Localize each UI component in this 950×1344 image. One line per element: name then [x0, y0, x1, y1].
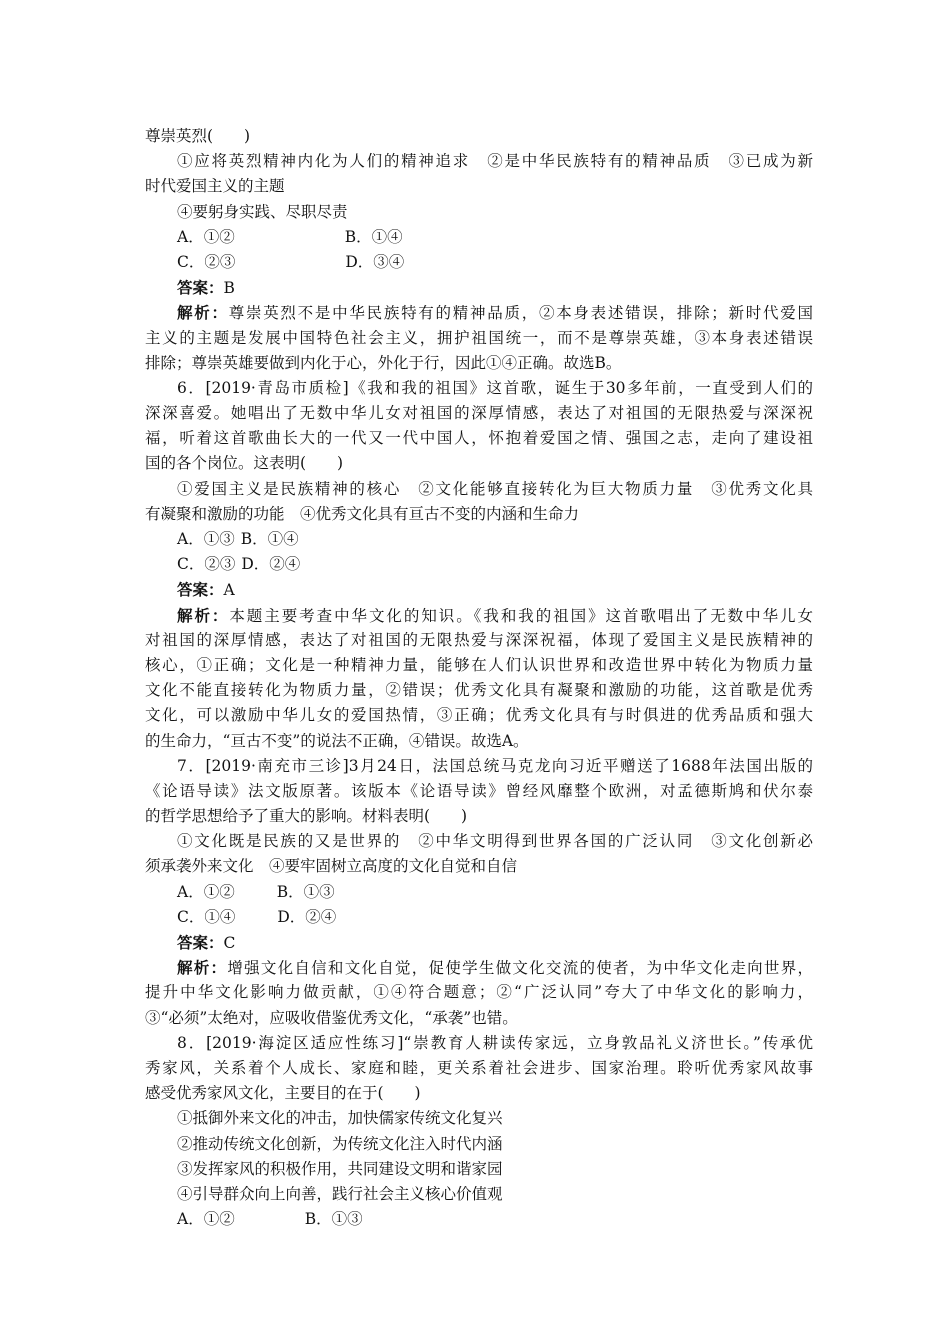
line-text: ③发挥家风的积极作用，共同建设文明和谐家园: [177, 1159, 503, 1178]
text-line: [145, 980, 813, 1005]
text-line: [145, 1056, 813, 1081]
text-line: [145, 200, 813, 225]
line-text: 提升中华文化影响力做贡献，①④符合题意；②“广泛认同”夸大了中华文化的影响力，: [145, 983, 813, 1002]
text-line: [145, 451, 813, 476]
line-text: 尊崇英烈( ): [145, 127, 251, 145]
label-tag: 答案：: [177, 278, 224, 298]
answer-line: [145, 275, 813, 300]
answer-option: B．①③: [276, 882, 335, 901]
text-line: [145, 174, 813, 199]
text-line: [145, 854, 813, 879]
text-line: [145, 1081, 813, 1106]
text-line: [145, 477, 813, 502]
text-line: [145, 779, 813, 804]
line-text: 核心，①正确；文化是一种精神力量，能够在人们认识世界和改造世界中转化为物质力量: [145, 655, 813, 674]
answer-line: [145, 930, 813, 955]
text-line: [145, 678, 813, 703]
line-text: 对祖国的深厚情感，表达了对祖国的无限热爱与深深祝福，体现了爱国主义是民族精神的: [145, 630, 813, 649]
line-text: 文化不能直接转化为物质力量，②错误；优秀文化具有凝聚和激励的功能，这首歌是优秀: [145, 681, 813, 700]
line-text: 7．[2019·南充市三诊]3月24日，法国总统马克龙向习近平赠送了1688年法国出版的: [177, 756, 813, 775]
text-line: [145, 1031, 813, 1056]
line-text: ②推动传统文化创新，为传统文化注入时代内涵: [177, 1134, 503, 1153]
line-text: 的生命力，“亘古不变”的说法不正确，④错误。故选A。: [145, 731, 529, 750]
text-line: [145, 1006, 813, 1031]
line-text: ①应将英烈精神内化为人们的精神追求 ②是中华民族特有的精神品质 ③已成为新: [177, 152, 813, 171]
analysis-line: [145, 955, 813, 980]
line-text: 国的各个岗位。这表明( ): [145, 454, 344, 473]
answer-option: D．②④: [241, 555, 301, 574]
line-text: ③“必须”太绝对，应吸收借鉴优秀文化，“承袭”也错。: [145, 1008, 518, 1027]
line-text: 秀家风，关系着个人成长、家庭和睦，更关系着社会进步、国家治理。聆听优秀家风故事: [145, 1058, 813, 1077]
answer-options-line: [145, 527, 813, 552]
line-text: 8．[2019·海淀区适应性练习]“崇教育人耕读传家远，立身敦品礼义济世长。”传承优: [177, 1033, 813, 1052]
answer-options-line: [145, 1207, 813, 1232]
line-text: 尊崇英烈不是中华民族特有的精神品质，②本身表述错误，排除；新时代爱国: [228, 304, 813, 323]
line-text: 6．[2019·青岛市质检]《我和我的祖国》这首歌，诞生于30多年前，一直受到人们的: [177, 378, 813, 397]
line-text: 《论语导读》法文版原著。该版本《论语导读》曾经风靡整个欧洲，对孟德斯鸠和伏尔泰: [145, 781, 813, 800]
line-text: 排除；尊崇英雄要做到内化于心，外化于行，因此①④正确。故选B。: [145, 353, 622, 372]
text-line: [145, 1182, 813, 1207]
text-line: [145, 426, 813, 451]
answer-option: A．①③: [177, 530, 235, 548]
line-text: C: [223, 934, 236, 952]
answer-option: A．①②: [177, 882, 235, 901]
line-text: ①文化既是民族的又是世界的 ②中华文明得到世界各国的广泛认同 ③文化创新必: [177, 832, 813, 851]
answer-options-line: [145, 552, 813, 577]
text-line: [145, 401, 813, 426]
answer-option: A．①②: [177, 227, 235, 246]
answer-option: C．②③: [177, 555, 236, 574]
line-text: 感受优秀家风文化，主要目的在于( ): [145, 1084, 421, 1103]
line-text: 文化，可以激励中华儿女的爱国热情，③正确；优秀文化具有与时俱进的优秀品质和强大: [145, 706, 813, 725]
answer-option: D．③④: [345, 252, 405, 271]
text-line: [145, 1132, 813, 1157]
label-tag: 解析：: [177, 958, 228, 978]
text-line: [145, 124, 813, 149]
text-line: [145, 653, 813, 678]
label-tag: 答案：: [177, 933, 224, 952]
answer-options-line: [145, 225, 813, 250]
line-text: 福，听着这首歌曲长大的一代又一代中国人，怀抱着爱国之情、强国之志，走向了建设祖: [145, 429, 813, 448]
line-text: 主义的主题是发展中国特色社会主义，拥护祖国统一，而不是尊崇英雄，③本身表述错误: [145, 328, 813, 347]
line-text: A: [223, 581, 235, 600]
answer-options-line: [145, 880, 813, 905]
text-line: [145, 376, 813, 401]
text-line: [145, 149, 813, 174]
analysis-line: [145, 300, 813, 325]
line-text: 增强文化自信和文化自觉，促使学生做文化交流的使者，为中华文化走向世界，: [227, 959, 813, 978]
line-text: 本题主要考查中华文化的知识。《我和我的祖国》这首歌唱出了无数中华儿女: [229, 606, 813, 625]
line-text: 有凝聚和激励的功能 ④优秀文化具有亘古不变的内涵和生命力: [145, 504, 580, 523]
analysis-line: [145, 603, 813, 628]
answer-options-line: [145, 905, 813, 930]
text-line: [145, 326, 813, 351]
text-line: [145, 729, 813, 754]
text-line: [145, 628, 813, 653]
line-text: 深深喜爱。她唱出了无数中华儿女对祖国的深厚情感，表达了对祖国的无限热爱与深深祝: [145, 404, 813, 423]
text-line: [145, 754, 813, 779]
text-line: [145, 1106, 813, 1131]
line-text: ④要躬身实践、尽职尽责: [177, 202, 348, 221]
answer-option: C．①④: [177, 907, 236, 926]
line-text: 的哲学思想给予了重大的影响。材料表明( ): [145, 807, 468, 826]
text-line: [145, 829, 813, 854]
text-line: [145, 804, 813, 829]
document-body: [145, 124, 813, 1232]
label-tag: 解析：: [177, 303, 229, 323]
answer-line: [145, 577, 813, 602]
text-line: [145, 1157, 813, 1182]
line-text: B: [223, 279, 235, 298]
line-text: 时代爱国主义的主题: [145, 177, 285, 196]
answer-option: D．②④: [277, 907, 337, 926]
answer-option: A．①②: [177, 1210, 235, 1229]
answer-option: C．②③: [177, 252, 236, 271]
line-text: ①抵御外来文化的冲击，加快儒家传统文化复兴: [177, 1109, 503, 1128]
text-line: [145, 703, 813, 728]
label-tag: 解析：: [177, 605, 230, 625]
answer-options-line: [145, 250, 813, 275]
line-text: 须承袭外来文化 ④要牢固树立高度的文化自觉和自信: [145, 857, 518, 876]
line-text: ④引导群众向上向善，践行社会主义核心价值观: [177, 1184, 503, 1203]
text-line: [145, 502, 813, 527]
answer-option: B．①③: [304, 1210, 363, 1229]
label-tag: 答案：: [177, 580, 224, 600]
line-text: ①爱国主义是民族精神的核心 ②文化能够直接转化为巨大物质力量 ③优秀文化具: [177, 479, 813, 498]
text-line: [145, 351, 813, 376]
answer-option: B．①④: [240, 530, 299, 548]
answer-option: B．①④: [344, 227, 403, 246]
